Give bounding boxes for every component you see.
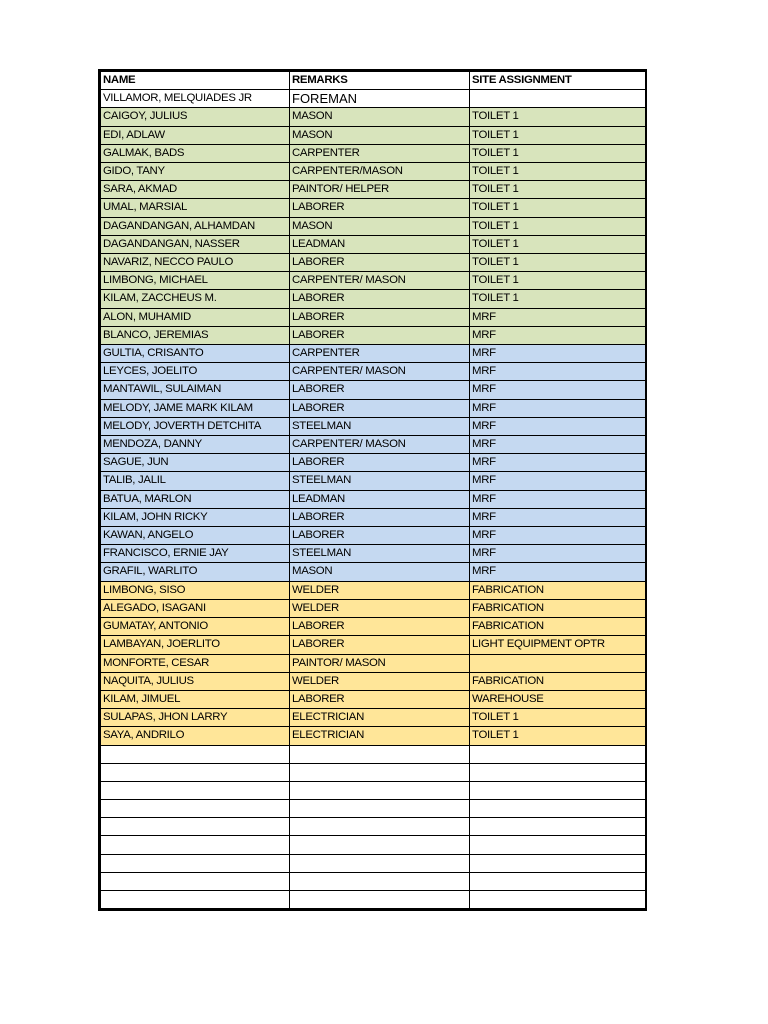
remarks-cell: MASON	[290, 126, 470, 144]
name-cell: FRANCISCO, ERNIE JAY	[101, 545, 290, 563]
table-row	[101, 527, 646, 545]
name-cell: GUMATAY, ANTONIO	[101, 618, 290, 636]
remarks-cell	[290, 854, 470, 872]
table-row	[101, 144, 646, 162]
name-cell: GULTIA, CRISANTO	[101, 345, 290, 363]
remarks-cell	[290, 763, 470, 781]
remarks-cell: LEADMAN	[290, 235, 470, 253]
site-assignment-cell: TOILET 1	[470, 163, 646, 181]
remarks-cell: CARPENTER	[290, 345, 470, 363]
remarks-cell: LABORER	[290, 508, 470, 526]
name-cell: KILAM, ZACCHEUS M.	[101, 290, 290, 308]
name-cell: BLANCO, JEREMIAS	[101, 326, 290, 344]
site-assignment-cell: MRF	[470, 508, 646, 526]
site-assignment-cell	[470, 654, 646, 672]
remarks-cell: FOREMAN	[290, 90, 470, 108]
remarks-cell: CARPENTER	[290, 144, 470, 162]
remarks-cell: WELDER	[290, 672, 470, 690]
site-assignment-cell	[470, 818, 646, 836]
empty-table-row	[101, 872, 646, 890]
name-cell: LAMBAYAN, JOERLITO	[101, 636, 290, 654]
site-assignment-cell: TOILET 1	[470, 235, 646, 253]
site-assignment-cell	[470, 781, 646, 799]
name-cell	[101, 781, 290, 799]
site-assignment-cell: MRF	[470, 363, 646, 381]
site-assignment-cell: TOILET 1	[470, 272, 646, 290]
name-cell: MONFORTE, CESAR	[101, 654, 290, 672]
remarks-cell: LABORER	[290, 308, 470, 326]
remarks-cell: LABORER	[290, 326, 470, 344]
remarks-cell: WELDER	[290, 581, 470, 599]
name-cell: NAQUITA, JULIUS	[101, 672, 290, 690]
name-cell	[101, 836, 290, 854]
site-assignment-cell: MRF	[470, 417, 646, 435]
name-cell: KILAM, JIMUEL	[101, 690, 290, 708]
name-cell: CAIGOY, JULIUS	[101, 108, 290, 126]
table-row	[101, 709, 646, 727]
site-assignment-cell	[470, 90, 646, 108]
name-cell: NAVARIZ, NECCO PAULO	[101, 254, 290, 272]
remarks-cell: WELDER	[290, 599, 470, 617]
name-cell: MELODY, JAME MARK KILAM	[101, 399, 290, 417]
table-row	[101, 727, 646, 745]
site-assignment-cell: MRF	[470, 381, 646, 399]
site-assignment-cell: TOILET 1	[470, 254, 646, 272]
remarks-cell: CARPENTER/ MASON	[290, 363, 470, 381]
site-assignment-cell	[470, 745, 646, 763]
site-assignment-cell: WAREHOUSE	[470, 690, 646, 708]
remarks-cell: LABORER	[290, 454, 470, 472]
site-assignment-cell: MRF	[470, 326, 646, 344]
site-assignment-cell: TOILET 1	[470, 290, 646, 308]
table-row	[101, 108, 646, 126]
empty-table-row	[101, 781, 646, 799]
remarks-cell: LEADMAN	[290, 490, 470, 508]
remarks-cell	[290, 891, 470, 909]
remarks-cell: LABORER	[290, 254, 470, 272]
remarks-cell	[290, 800, 470, 818]
remarks-cell	[290, 745, 470, 763]
name-cell: SAGUE, JUN	[101, 454, 290, 472]
table-row	[101, 272, 646, 290]
table-row	[101, 399, 646, 417]
table-row	[101, 381, 646, 399]
name-cell: KILAM, JOHN RICKY	[101, 508, 290, 526]
remarks-cell: LABORER	[290, 527, 470, 545]
site-assignment-cell: MRF	[470, 527, 646, 545]
remarks-cell: CARPENTER/ MASON	[290, 436, 470, 454]
roster-sheet	[98, 69, 647, 911]
roster-body	[101, 90, 646, 909]
name-cell: SARA, AKMAD	[101, 181, 290, 199]
site-assignment-cell: TOILET 1	[470, 126, 646, 144]
empty-table-row	[101, 745, 646, 763]
site-assignment-cell: FABRICATION	[470, 672, 646, 690]
roster-table	[100, 71, 646, 909]
table-row	[101, 581, 646, 599]
name-cell: MANTAWIL, SULAIMAN	[101, 381, 290, 399]
remarks-cell: ELECTRICIAN	[290, 727, 470, 745]
table-row	[101, 326, 646, 344]
remarks-cell: STEELMAN	[290, 545, 470, 563]
site-assignment-cell: MRF	[470, 345, 646, 363]
table-row	[101, 563, 646, 581]
site-assignment-cell: MRF	[470, 472, 646, 490]
table-row	[101, 618, 646, 636]
remarks-cell: ELECTRICIAN	[290, 709, 470, 727]
site-assignment-cell: TOILET 1	[470, 108, 646, 126]
table-row	[101, 126, 646, 144]
site-assignment-cell: MRF	[470, 454, 646, 472]
empty-table-row	[101, 891, 646, 909]
name-cell: SAYA, ANDRILO	[101, 727, 290, 745]
site-assignment-cell	[470, 763, 646, 781]
empty-table-row	[101, 800, 646, 818]
table-row	[101, 163, 646, 181]
site-assignment-cell: MRF	[470, 545, 646, 563]
site-assignment-cell	[470, 872, 646, 890]
site-assignment-cell: TOILET 1	[470, 144, 646, 162]
table-row	[101, 290, 646, 308]
site-assignment-cell: TOILET 1	[470, 181, 646, 199]
remarks-cell: CARPENTER/ MASON	[290, 272, 470, 290]
site-assignment-cell: MRF	[470, 563, 646, 581]
site-assignment-cell: FABRICATION	[470, 599, 646, 617]
table-row	[101, 235, 646, 253]
site-assignment-cell	[470, 891, 646, 909]
site-assignment-cell: FABRICATION	[470, 618, 646, 636]
name-cell	[101, 745, 290, 763]
remarks-cell: MASON	[290, 108, 470, 126]
name-cell: KAWAN, ANGELO	[101, 527, 290, 545]
name-cell: MENDOZA, DANNY	[101, 436, 290, 454]
header-remarks: REMARKS	[290, 72, 470, 90]
empty-table-row	[101, 836, 646, 854]
remarks-cell	[290, 836, 470, 854]
header-row	[101, 72, 646, 90]
table-row	[101, 454, 646, 472]
name-cell	[101, 763, 290, 781]
name-cell: GALMAK, BADS	[101, 144, 290, 162]
site-assignment-cell: TOILET 1	[470, 709, 646, 727]
name-cell	[101, 891, 290, 909]
site-assignment-cell: MRF	[470, 490, 646, 508]
header-site-assignment: SITE ASSIGNMENT	[470, 72, 646, 90]
table-row	[101, 672, 646, 690]
table-row	[101, 199, 646, 217]
site-assignment-cell: MRF	[470, 308, 646, 326]
table-row	[101, 508, 646, 526]
name-cell: GIDO, TANY	[101, 163, 290, 181]
name-cell	[101, 854, 290, 872]
remarks-cell: LABORER	[290, 199, 470, 217]
site-assignment-cell: MRF	[470, 399, 646, 417]
remarks-cell: LABORER	[290, 381, 470, 399]
empty-table-row	[101, 818, 646, 836]
site-assignment-cell: MRF	[470, 436, 646, 454]
site-assignment-cell: TOILET 1	[470, 199, 646, 217]
name-cell: MELODY, JOVERTH DETCHITA	[101, 417, 290, 435]
empty-table-row	[101, 763, 646, 781]
name-cell: UMAL, MARSIAL	[101, 199, 290, 217]
remarks-cell: CARPENTER/MASON	[290, 163, 470, 181]
table-row	[101, 254, 646, 272]
name-cell: LIMBONG, SISO	[101, 581, 290, 599]
table-row	[101, 654, 646, 672]
remarks-cell: STEELMAN	[290, 472, 470, 490]
name-cell: EDI, ADLAW	[101, 126, 290, 144]
name-cell	[101, 818, 290, 836]
header-name: NAME	[101, 72, 290, 90]
table-row	[101, 472, 646, 490]
name-cell: GRAFIL, WARLITO	[101, 563, 290, 581]
table-row	[101, 636, 646, 654]
name-cell: TALIB, JALIL	[101, 472, 290, 490]
name-cell: ALON, MUHAMID	[101, 308, 290, 326]
table-row	[101, 217, 646, 235]
name-cell: BATUA, MARLON	[101, 490, 290, 508]
site-assignment-cell: FABRICATION	[470, 581, 646, 599]
name-cell: LIMBONG, MICHAEL	[101, 272, 290, 290]
name-cell: VILLAMOR, MELQUIADES JR	[101, 90, 290, 108]
remarks-cell: LABORER	[290, 618, 470, 636]
site-assignment-cell	[470, 800, 646, 818]
table-row	[101, 490, 646, 508]
table-row	[101, 417, 646, 435]
remarks-cell: MASON	[290, 563, 470, 581]
table-row	[101, 363, 646, 381]
name-cell	[101, 872, 290, 890]
site-assignment-cell	[470, 854, 646, 872]
name-cell: SULAPAS, JHON LARRY	[101, 709, 290, 727]
site-assignment-cell: LIGHT EQUIPMENT OPTR	[470, 636, 646, 654]
name-cell: DAGANDANGAN, ALHAMDAN	[101, 217, 290, 235]
table-row	[101, 436, 646, 454]
name-cell: DAGANDANGAN, NASSER	[101, 235, 290, 253]
empty-table-row	[101, 854, 646, 872]
name-cell	[101, 800, 290, 818]
table-row	[101, 90, 646, 108]
site-assignment-cell: TOILET 1	[470, 727, 646, 745]
table-row	[101, 599, 646, 617]
remarks-cell	[290, 781, 470, 799]
table-row	[101, 308, 646, 326]
remarks-cell	[290, 818, 470, 836]
site-assignment-cell	[470, 836, 646, 854]
remarks-cell: LABORER	[290, 636, 470, 654]
site-assignment-cell: TOILET 1	[470, 217, 646, 235]
name-cell: LEYCES, JOELITO	[101, 363, 290, 381]
name-cell: ALEGADO, ISAGANI	[101, 599, 290, 617]
remarks-cell: PAINTOR/ MASON	[290, 654, 470, 672]
table-row	[101, 690, 646, 708]
remarks-cell: PAINTOR/ HELPER	[290, 181, 470, 199]
remarks-cell: LABORER	[290, 290, 470, 308]
remarks-cell: MASON	[290, 217, 470, 235]
remarks-cell: LABORER	[290, 690, 470, 708]
table-row	[101, 345, 646, 363]
remarks-cell	[290, 872, 470, 890]
remarks-cell: STEELMAN	[290, 417, 470, 435]
remarks-cell: LABORER	[290, 399, 470, 417]
table-row	[101, 181, 646, 199]
table-row	[101, 545, 646, 563]
